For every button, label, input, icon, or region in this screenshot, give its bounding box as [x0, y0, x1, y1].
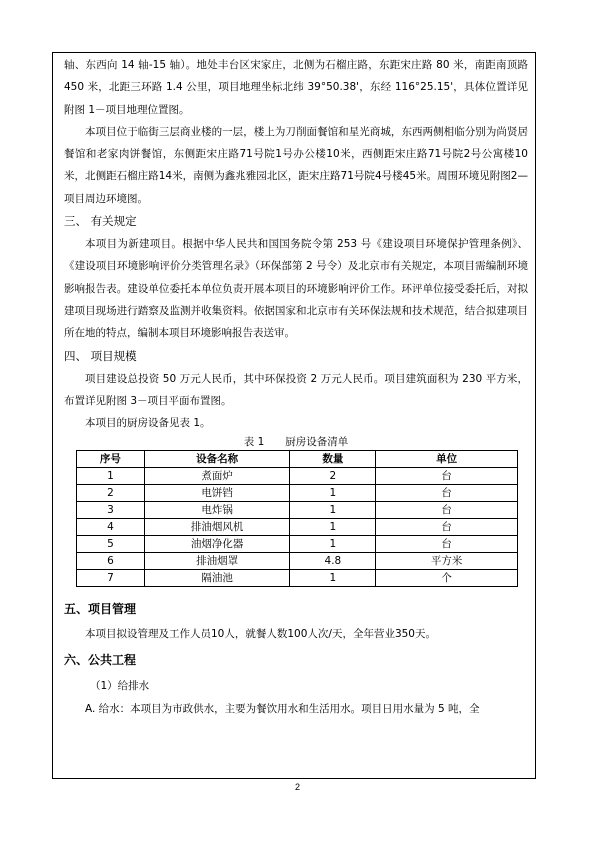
table-cell: 台: [376, 485, 518, 502]
table-cell: 个: [376, 570, 518, 587]
paragraph-investment: 项目建设总投资 50 万元人民币，其中环保投资 2 万元人民币。项目建筑面积为 230 平方米，布置详见附图 3－项目平面布置图。: [64, 372, 528, 407]
table-cell: 1: [290, 502, 376, 519]
table-cell: 煮面炉: [144, 468, 290, 485]
section-heading-regulations: 三、 有关规定: [64, 214, 137, 229]
table-cell: 6: [77, 553, 145, 570]
section-heading-scale: 四、 项目规模: [64, 348, 137, 363]
table-cell: 电饼铛: [144, 485, 290, 502]
table-cell: 电炸锅: [144, 502, 290, 519]
paragraph-equipment-intro: 本项目的厨房设备见表 1。: [85, 417, 211, 430]
table-row: [77, 502, 518, 519]
table-cell: 台: [376, 468, 518, 485]
table-cell: 排油烟罩: [144, 553, 290, 570]
table-header-cell: 序号: [77, 451, 145, 468]
table-cell: 4: [77, 519, 145, 536]
paragraph-water-supply: A. 给水：本项目为市政供水，主要为餐饮用水和生活用水。项目日用水量为 5 吨，全: [85, 702, 480, 715]
table-header-row: [77, 451, 518, 468]
paragraph-staffing: 本项目拟设管理及工作人员10人，就餐人数100人次/天，全年营业350天。: [85, 628, 436, 641]
table-row: [77, 536, 518, 553]
table-caption: 表 1 厨房设备清单: [243, 436, 349, 449]
table-cell: 3: [77, 502, 145, 519]
table-cell: 油烟净化器: [144, 536, 290, 553]
table-cell: 4.8: [290, 553, 376, 570]
table-cell: 7: [77, 570, 145, 587]
table-cell: 排油烟风机: [144, 519, 290, 536]
table-cell: 2: [290, 468, 376, 485]
table-row: [77, 519, 518, 536]
table-cell: 台: [376, 519, 518, 536]
table-cell: 5: [77, 536, 145, 553]
table-cell: 台: [376, 502, 518, 519]
document-body: [64, 54, 528, 720]
table-cell: 1: [290, 536, 376, 553]
table-cell: 台: [376, 536, 518, 553]
table-row: [77, 485, 518, 502]
table-cell: 1: [290, 570, 376, 587]
section-heading-management: 五、项目管理: [64, 602, 137, 617]
table-cell: 平方米: [376, 553, 518, 570]
table-cell: 1: [77, 468, 145, 485]
table-cell: 隔油池: [144, 570, 290, 587]
table-header-cell: 数量: [290, 451, 376, 468]
table-row: [77, 570, 518, 587]
subheading-water: （1）给排水: [90, 679, 150, 692]
table-header-cell: 单位: [376, 451, 518, 468]
table-cell: 1: [290, 485, 376, 502]
table-cell: 2: [77, 485, 145, 502]
table-cell: 1: [290, 519, 376, 536]
page-number: 2: [294, 782, 300, 792]
equipment-table: [76, 450, 518, 587]
table-header-cell: 设备名称: [144, 451, 290, 468]
section-heading-utilities: 六、公共工程: [64, 652, 137, 667]
paragraph-surroundings: 本项目位于临街三层商业楼的一层，楼上为刀削面餐馆和星光商城，东西两侧相临分别为尚贤居餐馆和老家肉饼餐馆，东侧距宋庄路71号院1号办公楼10米，西侧距宋庄路71号院2号公寓楼10米，北侧距石榴庄路14米，南侧为鑫兆雅园北区，距宋庄路71号院4号楼45米。周围环境见附图2—项目周边环境图。: [64, 125, 528, 205]
paragraph-regulations: 本项目为新建项目。根据中华人民共和国国务院令第 253 号《建设项目环境保护管理条例》、《建设项目环境影响评价分类管理名录》（环保部第 2 号令）及北京市有关规定，本项目需编制环境影响报告表。建设单位委托本单位负责开展本项目的环境影响评价工作。环评单位接受委托后，对拟建项目现场进行踏察及监测并收集资料。依据国家和北京市有关环保法规和技术规范，结合拟建项目所在地的特点，编制本项目环境影响报告表送审。: [64, 238, 528, 340]
table-row: [77, 553, 518, 570]
table-row: [77, 468, 518, 485]
paragraph-location: 轴、东西向 14 轴-15 轴）。地处丰台区宋家庄，北侧为石榴庄路，东距宋庄路 80 米，南距南顶路 450 米，北距三环路 1.4 公里，项目地理坐标北纬 39°50.38'，东经 116°25.15'，具体位置详见附图 1－项目地理位置图。: [64, 59, 528, 116]
